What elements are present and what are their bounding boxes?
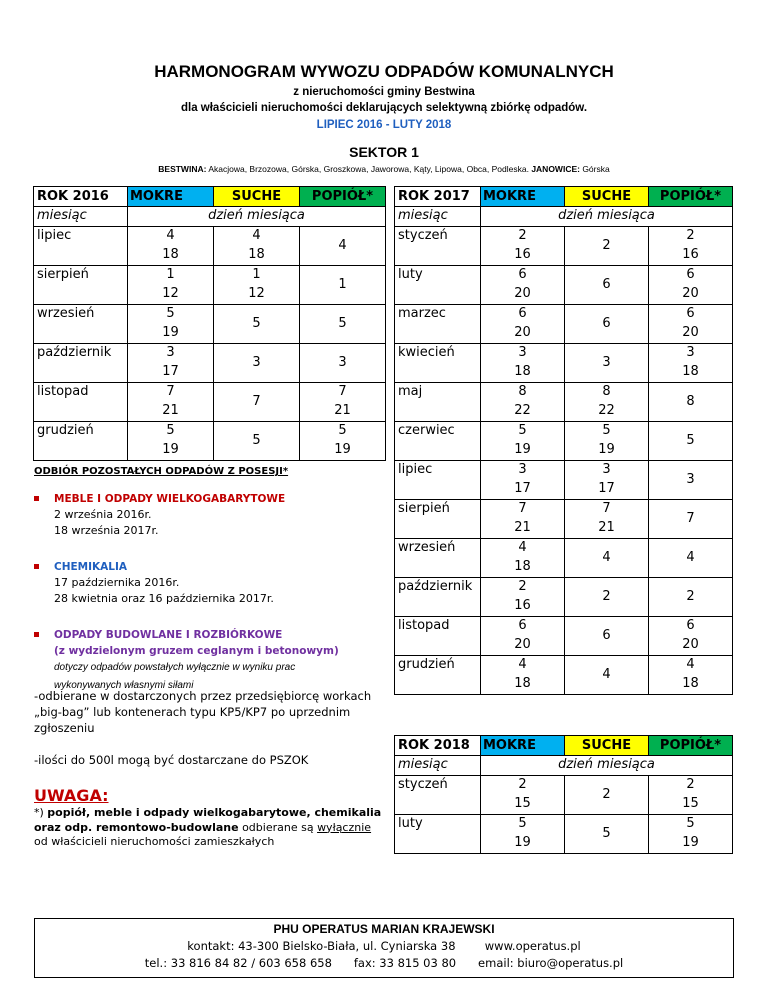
month-row <box>395 655 733 675</box>
meble-date-2: 18 września 2017r. <box>54 524 159 537</box>
suche-day: 2 <box>565 577 649 616</box>
other-waste-section <box>34 466 384 709</box>
mokre-day: 2 <box>481 226 565 246</box>
note-big-bag: -odbierane w dostarczonych przez przedsiębiorcę workach „big-bag” lub kontenerach typu KP5/KP7 po uprzednim zgłoszeniu <box>34 689 372 735</box>
month-name: styczeń <box>395 226 481 265</box>
uwaga-bold: popiół, meble i odpady wielkogabarytowe, chemikalia oraz odp. remontowo-budowlane <box>34 806 382 834</box>
company-fax: fax: 33 815 03 80 <box>353 956 457 970</box>
mokre-day: 4 <box>481 538 565 558</box>
sector-title: SEKTOR 1 <box>349 144 419 160</box>
month-name: czerwiec <box>395 421 481 460</box>
year-label: ROK 2017 <box>395 187 481 207</box>
month-name: luty <box>395 265 481 304</box>
popiol-day: 16 <box>649 246 733 266</box>
month-row <box>395 499 733 519</box>
streets-label-bestwina: BESTWINA: <box>158 164 207 174</box>
popiol-day: 5 <box>649 421 733 460</box>
mokre-day: 8 <box>481 382 565 402</box>
popiol-day: 3 <box>649 460 733 499</box>
month-header: miesiąc <box>395 207 481 227</box>
footer-box <box>34 918 734 978</box>
mokre-day: 5 <box>481 814 565 834</box>
popiol-day: 20 <box>649 636 733 656</box>
bullet-icon <box>34 564 39 569</box>
popiol-day: 20 <box>649 324 733 344</box>
popiol-day: 5 <box>300 421 386 441</box>
suche-day: 6 <box>565 616 649 655</box>
month-name: grudzień <box>395 655 481 694</box>
month-row <box>395 577 733 597</box>
streets-line <box>0 164 768 174</box>
subheader-row <box>395 207 733 227</box>
popiol-day: 4 <box>300 226 386 265</box>
month-name: wrzesień <box>395 538 481 577</box>
streets-label-janowice: JANOWICE: <box>531 164 580 174</box>
suche-day: 3 <box>214 343 300 382</box>
suche-header: SUCHE <box>565 187 649 207</box>
mokre-day: 6 <box>481 304 565 324</box>
mokre-day: 21 <box>481 519 565 539</box>
mokre-day: 19 <box>128 441 214 461</box>
popiol-day: 6 <box>649 304 733 324</box>
month-row <box>34 343 386 363</box>
month-row <box>395 421 733 441</box>
popiol-day: 4 <box>649 655 733 675</box>
header-row <box>395 736 733 756</box>
month-row <box>395 265 733 285</box>
month-row <box>395 343 733 363</box>
bud-title-1: ODPADY BUDOWLANE I ROZBIÓRKOWE <box>54 629 283 641</box>
month-row <box>34 421 386 441</box>
subheader-row <box>34 207 386 227</box>
mokre-day: 2 <box>481 577 565 597</box>
uwaga-heading: UWAGA: <box>34 786 109 805</box>
suche-header: SUCHE <box>565 736 649 756</box>
month-row <box>395 538 733 558</box>
mokre-day: 20 <box>481 324 565 344</box>
meble-title: MEBLE I ODPADY WIELKOGABARYTOWE <box>54 493 286 505</box>
day-header: dzień miesiąca <box>481 207 733 227</box>
other-waste-list <box>34 491 384 695</box>
meble-date-1: 2 września 2016r. <box>54 508 152 521</box>
month-name: luty <box>395 814 481 853</box>
streets-janowice: Górska <box>579 164 610 174</box>
mokre-day: 7 <box>481 499 565 519</box>
chem-title: CHEMIKALIA <box>54 561 128 573</box>
mokre-header: MOKRE <box>128 187 214 207</box>
month-name: lipiec <box>34 226 128 265</box>
month-name: listopad <box>34 382 128 421</box>
suche-day: 8 <box>565 382 649 402</box>
bullet-icon <box>34 496 39 501</box>
uwaga-star: *) <box>34 806 48 819</box>
mokre-day: 3 <box>481 343 565 363</box>
schedule-2016 <box>33 186 386 461</box>
chem-date-1: 17 października 2016r. <box>54 576 180 589</box>
mokre-day: 21 <box>128 402 214 422</box>
mokre-header: MOKRE <box>481 736 565 756</box>
popiol-day: 2 <box>649 775 733 795</box>
mokre-day: 18 <box>481 675 565 695</box>
popiol-day: 6 <box>649 265 733 285</box>
popiol-day: 2 <box>649 226 733 246</box>
year-label: ROK 2018 <box>395 736 481 756</box>
suche-day: 7 <box>214 382 300 421</box>
month-row <box>34 265 386 285</box>
month-name: grudzień <box>34 421 128 460</box>
bullet-icon <box>34 632 39 637</box>
page-title: HARMONOGRAM WYWOZU ODPADÓW KOMUNALNYCH <box>154 62 614 81</box>
mokre-day: 6 <box>481 616 565 636</box>
popiol-day: 8 <box>649 382 733 421</box>
suche-day: 4 <box>565 538 649 577</box>
mokre-day: 5 <box>128 421 214 441</box>
subtitle-gmina: z nieruchomości gminy Bestwina <box>293 86 475 98</box>
suche-day: 2 <box>565 226 649 265</box>
mokre-day: 3 <box>481 460 565 480</box>
popiol-day: 5 <box>300 304 386 343</box>
month-row <box>395 382 733 402</box>
popiol-day: 18 <box>649 363 733 383</box>
suche-day: 17 <box>565 480 649 500</box>
mokre-day: 20 <box>481 636 565 656</box>
bud-info-1: dotyczy odpadów powstałych wyłącznie w wyniku prac <box>54 662 296 673</box>
streets-bestwina: Akacjowa, Brzozowa, Górska, Groszkowa, Jaworowa, Kąty, Lipowa, Obca, Podleska. <box>206 164 532 174</box>
suche-day: 1 <box>214 265 300 285</box>
mokre-day: 3 <box>128 343 214 363</box>
popiol-day: 20 <box>649 285 733 305</box>
mokre-day: 5 <box>128 304 214 324</box>
month-name: marzec <box>395 304 481 343</box>
month-name: październik <box>34 343 128 382</box>
day-header: dzień miesiąca <box>481 756 733 776</box>
mokre-day: 19 <box>481 834 565 854</box>
month-header: miesiąc <box>34 207 128 227</box>
popiol-day: 2 <box>649 577 733 616</box>
suche-day: 6 <box>565 304 649 343</box>
suche-day: 3 <box>565 460 649 480</box>
suche-day: 12 <box>214 285 300 305</box>
day-header: dzień miesiąca <box>128 207 386 227</box>
popiol-day: 5 <box>649 814 733 834</box>
mokre-day: 7 <box>128 382 214 402</box>
mokre-day: 22 <box>481 402 565 422</box>
suche-day: 5 <box>214 304 300 343</box>
mokre-day: 12 <box>128 285 214 305</box>
popiol-day: 21 <box>300 402 386 422</box>
uwaga-t2: od właścicieli nieruchomości zamieszkałych <box>34 835 275 848</box>
uwaga-underline: wyłącznie <box>317 820 372 834</box>
popiol-header: POPIÓŁ* <box>649 736 733 756</box>
mokre-day: 4 <box>128 226 214 246</box>
month-row <box>395 460 733 480</box>
month-header: miesiąc <box>395 756 481 776</box>
month-row <box>395 775 733 795</box>
month-row <box>395 226 733 246</box>
note-pszok: -ilości do 500l mogą być dostarczane do PSZOK <box>34 753 309 767</box>
mokre-day: 18 <box>481 558 565 578</box>
month-row <box>34 382 386 402</box>
suche-day: 5 <box>565 814 649 853</box>
mokre-day: 19 <box>481 441 565 461</box>
bud-info-2: wykonywanych własnymi siłami <box>54 680 194 691</box>
suche-day: 5 <box>565 421 649 441</box>
month-name: wrzesień <box>34 304 128 343</box>
mokre-day: 5 <box>481 421 565 441</box>
header-row <box>395 187 733 207</box>
bud-title-2: (z wydzielonym gruzem ceglanym i betonowym) <box>54 645 339 657</box>
month-name: listopad <box>395 616 481 655</box>
company-email[interactable]: email: biuro@operatus.pl <box>478 956 624 970</box>
footer-contact-line <box>35 938 733 955</box>
uwaga-t1: odbierane są <box>238 820 318 834</box>
chem-date-2: 28 kwietnia oraz 16 października 2017r. <box>54 592 274 605</box>
schedule-2018 <box>394 735 733 854</box>
mokre-day: 19 <box>128 324 214 344</box>
popiol-day: 3 <box>300 343 386 382</box>
suche-header: SUCHE <box>214 187 300 207</box>
suche-day: 5 <box>214 421 300 460</box>
month-row <box>395 814 733 834</box>
other-waste-title: ODBIÓR POZOSTAŁYCH ODPADÓW Z POSESJI* <box>34 466 289 477</box>
month-name: sierpień <box>395 499 481 538</box>
suche-day: 19 <box>565 441 649 461</box>
mokre-day: 20 <box>481 285 565 305</box>
list-item-chemikalia <box>34 559 384 607</box>
mokre-day: 1 <box>128 265 214 285</box>
month-name: październik <box>395 577 481 616</box>
header-row <box>34 187 386 207</box>
mokre-day: 18 <box>128 246 214 266</box>
mokre-day: 6 <box>481 265 565 285</box>
period: LIPIEC 2016 - LUTY 2018 <box>316 119 452 131</box>
popiol-day: 4 <box>649 538 733 577</box>
popiol-day: 3 <box>649 343 733 363</box>
suche-day: 22 <box>565 402 649 422</box>
popiol-day: 1 <box>300 265 386 304</box>
mokre-header: MOKRE <box>481 187 565 207</box>
month-name: kwiecień <box>395 343 481 382</box>
schedule-2017 <box>394 186 733 695</box>
mokre-day: 16 <box>481 597 565 617</box>
subheader-row <box>395 756 733 776</box>
list-item-meble <box>34 491 384 539</box>
company-website[interactable]: www.operatus.pl <box>484 939 581 953</box>
suche-day: 6 <box>565 265 649 304</box>
month-name: sierpień <box>34 265 128 304</box>
mokre-day: 2 <box>481 775 565 795</box>
popiol-day: 6 <box>649 616 733 636</box>
mokre-day: 18 <box>481 363 565 383</box>
popiol-header: POPIÓŁ* <box>300 187 386 207</box>
mokre-day: 15 <box>481 795 565 815</box>
mokre-day: 16 <box>481 246 565 266</box>
month-name: styczeń <box>395 775 481 814</box>
month-name: maj <box>395 382 481 421</box>
suche-day: 4 <box>214 226 300 246</box>
suche-day: 3 <box>565 343 649 382</box>
popiol-day: 19 <box>300 441 386 461</box>
uwaga-text <box>34 806 384 850</box>
company-name: PHU OPERATUS MARIAN KRAJEWSKI <box>273 922 495 936</box>
month-row <box>395 616 733 636</box>
mokre-day: 17 <box>481 480 565 500</box>
month-name: lipiec <box>395 460 481 499</box>
popiol-header: POPIÓŁ* <box>649 187 733 207</box>
company-address: kontakt: 43-300 Bielsko-Biała, ul. Cyniarska 38 <box>187 939 456 953</box>
popiol-day: 7 <box>300 382 386 402</box>
suche-day: 2 <box>565 775 649 814</box>
subtitle-owners: dla właścicieli nieruchomości deklarujących selektywną zbiórkę odpadów. <box>180 102 588 114</box>
month-row <box>34 304 386 324</box>
footer-phone-line <box>35 955 733 972</box>
popiol-day: 15 <box>649 795 733 815</box>
month-row <box>395 304 733 324</box>
popiol-day: 7 <box>649 499 733 538</box>
suche-day: 21 <box>565 519 649 539</box>
company-tel: tel.: 33 816 84 82 / 603 658 658 <box>144 956 332 970</box>
popiol-day: 19 <box>649 834 733 854</box>
suche-day: 7 <box>565 499 649 519</box>
mokre-day: 4 <box>481 655 565 675</box>
year-label: ROK 2016 <box>34 187 128 207</box>
popiol-day: 18 <box>649 675 733 695</box>
list-item-budowlane <box>34 627 384 695</box>
suche-day: 18 <box>214 246 300 266</box>
suche-day: 4 <box>565 655 649 694</box>
month-row <box>34 226 386 246</box>
mokre-day: 17 <box>128 363 214 383</box>
